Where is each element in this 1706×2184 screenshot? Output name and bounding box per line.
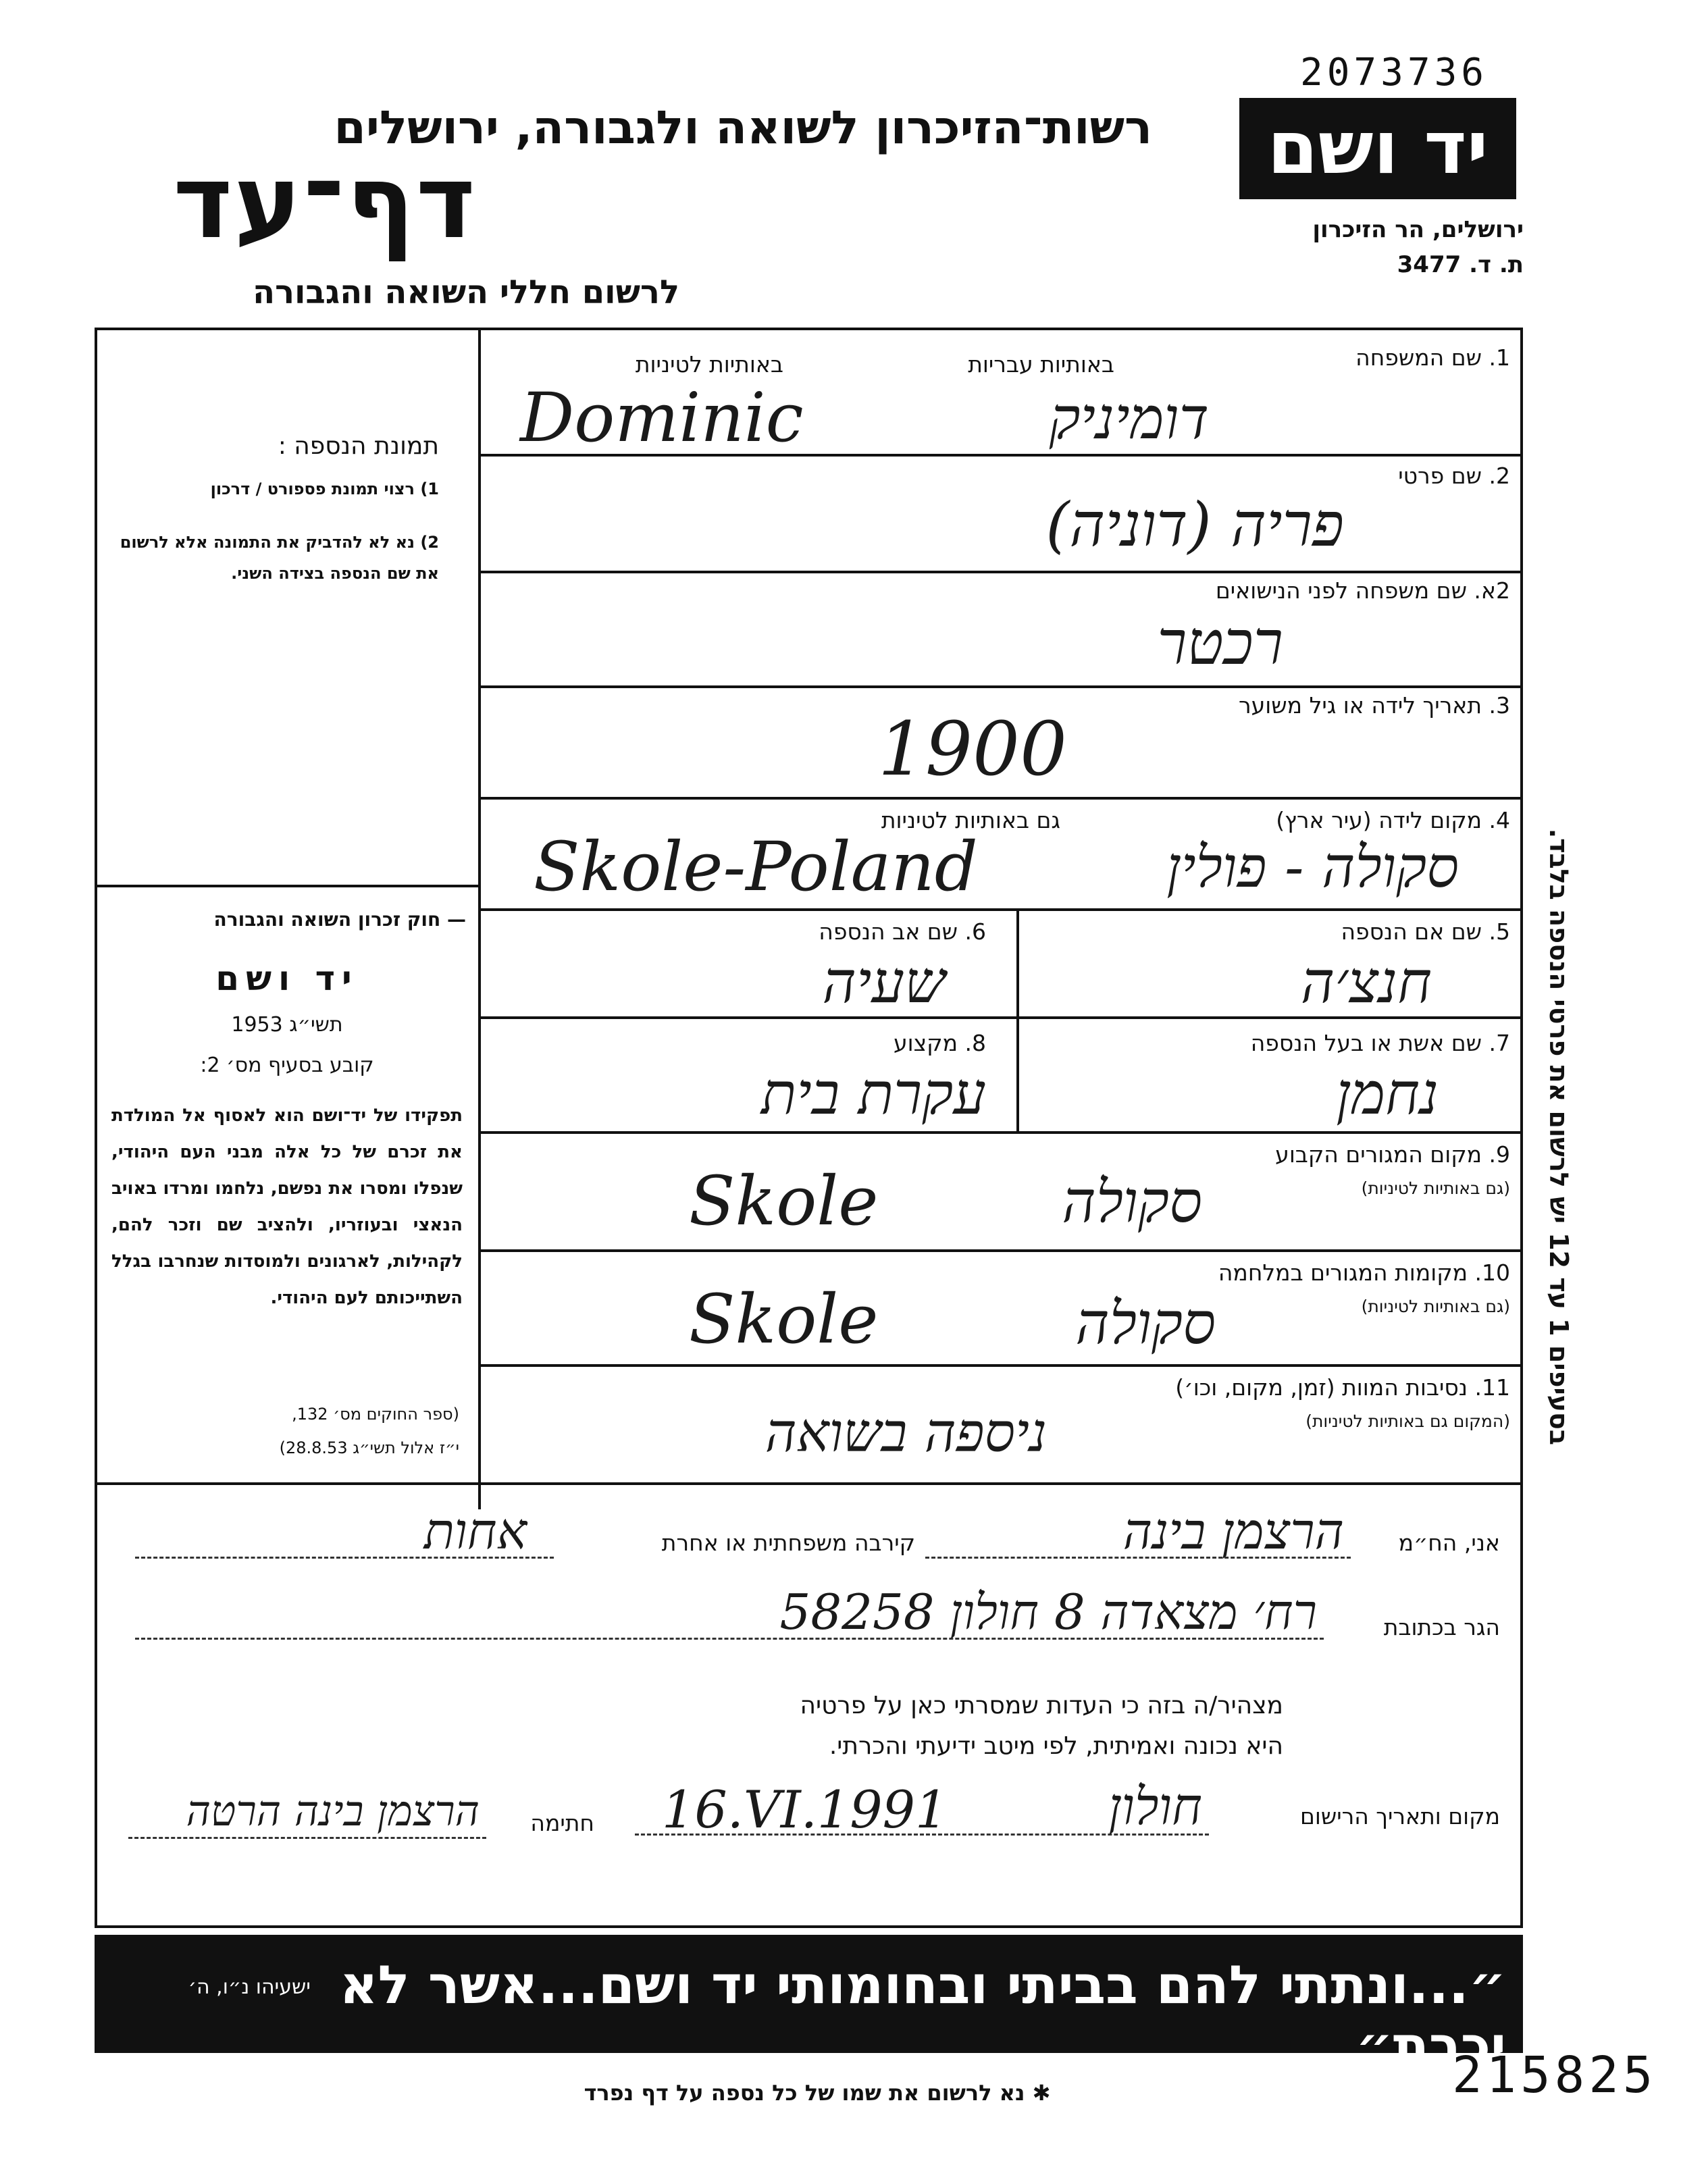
signature-line	[128, 1837, 486, 1839]
row-line	[478, 1131, 1523, 1134]
law-year: תשי״ג 1953	[231, 1013, 343, 1037]
law-source-2: י״ז אלול תשי״ג 28.8.53)	[279, 1438, 459, 1457]
photo-panel-title: תמונת הנספה :	[278, 432, 439, 460]
address-label: הגר בכתובת	[1383, 1614, 1500, 1640]
place-date-label: מקום ותאריך הרישום	[1299, 1803, 1500, 1829]
form-title: דף־עד	[173, 144, 477, 261]
statement-line-2: היא נכונה ואמיתית, לפי מיטב ידיעתי והכרתי.	[829, 1732, 1283, 1760]
photo-note-2: 2) נא לא להדביק את התמונה אלא לרשום את שם הנספה בצידה השני.	[120, 533, 439, 583]
field-7-value: נחמן	[1336, 1060, 1439, 1128]
form-subtitle: לרשום חללי השואה והגבורה	[253, 274, 679, 311]
field-10-label: 10. מקומות המגורים במלחמה	[1218, 1259, 1510, 1286]
field-10-sub: (גם באותיות לטיניות)	[1361, 1297, 1510, 1316]
row-line	[478, 685, 1523, 688]
panel-divider	[478, 328, 481, 1509]
field-10-hebrew-value: סקולה	[1075, 1290, 1216, 1357]
field-2-value: פריה (דוניה)	[1045, 490, 1344, 561]
field-5-label: 5. שם אם הנספה	[1341, 918, 1510, 945]
field-6-value: שעיה	[822, 949, 946, 1016]
yad-vashem-logo: יד ושם	[1239, 98, 1516, 199]
declarant-value: הרצמן בינה	[1122, 1503, 1344, 1561]
statement-line-1: מצהיר/ה בזה כי העדות שמסרתי כאן על פרטיה	[800, 1692, 1283, 1719]
side-note: בסעיפים 1 עד 12 יש לרשום את פרטי הנספה בלבד.	[1544, 828, 1574, 1445]
field-6-label: 6. שם אב הנספה	[819, 918, 986, 945]
law-source-1: (ספר החוקים מס׳ 132,	[292, 1405, 459, 1424]
law-heading: — חוק זכרון השואה והגבורה	[213, 908, 466, 931]
photo-note-1: 1) רצוי תמונת פספורט / דרכון	[210, 479, 439, 498]
field-8-label: 8. מקצוע	[893, 1030, 986, 1056]
field-9-hebrew-value: סקולה	[1062, 1168, 1202, 1236]
field-10-latin-value: Skole	[689, 1280, 879, 1359]
field-1-hebrew-value: דומיניק	[1049, 385, 1209, 452]
banner-source: ישעיהו נ״ו, ה׳	[188, 1975, 311, 1999]
field-9-label: 9. מקום המגורים הקבוע	[1275, 1141, 1510, 1168]
field-2a-value: רכטר	[1157, 608, 1283, 679]
field-1-label: 1. שם המשפחה	[1355, 344, 1510, 371]
field-4-latin-caption: גם באותיות לטיניות	[881, 807, 1060, 833]
serial-number-bottom: 215825	[1452, 2046, 1657, 2104]
serial-number-top: 2073736	[1300, 51, 1489, 95]
address-line-2: ת. ד. 3477	[1397, 251, 1524, 278]
footer-bullet: ✱	[1025, 2080, 1051, 2106]
row-split	[1016, 908, 1019, 1131]
relation-value: אחות	[423, 1503, 527, 1561]
place-value: חולון	[1108, 1776, 1202, 1836]
law-clause: קובע בסעיף מס׳ 2:	[200, 1054, 374, 1077]
declarant-label: אני, הח״מ	[1398, 1530, 1500, 1556]
banner-quote: ״...ונתתי להם בביתי ובחומותי יד ושם...אשר לא יכרת״	[339, 1955, 1506, 2077]
field-3-label: 3. תאריך לידה או גיל משוער	[1239, 692, 1510, 719]
field-1-latin-value: Dominic	[520, 378, 804, 457]
field-3-value: 1900	[878, 706, 1067, 792]
field-5-value: חנצ׳ה	[1300, 949, 1432, 1016]
field-2-label: 2. שם פרטי	[1398, 463, 1510, 489]
field-8-value: עקרת בית	[760, 1060, 986, 1128]
field-9-sub: (גם באותיות לטיניות)	[1361, 1178, 1510, 1198]
row-line	[478, 1016, 1523, 1019]
row-line	[478, 1364, 1523, 1367]
footer-note-text: נא לרשום את שמו של כל נספה על דף נפרד	[584, 2080, 1025, 2106]
law-logo: יד ושם	[215, 959, 359, 998]
field-11-value: ניספה בשואה	[765, 1401, 1047, 1464]
relation-label: קירבה משפחתית או אחרת	[661, 1530, 915, 1556]
row-line	[478, 1249, 1523, 1252]
row-line	[478, 797, 1523, 800]
row-line	[478, 908, 1523, 911]
date-value: 16.VI.1991	[662, 1779, 948, 1840]
signature: הרצמן בינה הרטה	[186, 1786, 480, 1836]
panel-split	[95, 885, 480, 887]
address-line-1: ירושלים, הר הזיכרון	[1312, 216, 1524, 243]
field-4-hebrew-value: סקולה - פולין	[1166, 834, 1459, 900]
field-4-label: 4. מקום לידה (עיר ארץ)	[1276, 807, 1510, 833]
field-9-latin-value: Skole	[689, 1162, 879, 1241]
authority-title: רשות־הזיכרון לשואה ולגבורה, ירושלים	[334, 101, 1152, 155]
row-line	[478, 571, 1523, 573]
footer-note	[473, 2080, 1162, 2106]
field-2a-label: 2א. שם משפחה לפני הנישואים	[1215, 577, 1510, 604]
law-body: תפקידו של יד־ושם הוא לאסוף אל המולדת את זכרם של כל אלה מבני העם היהודי, שנפלו ומסרו את נפשם, נלחמו ומרדו באויב הנאצי ובעוזריו, ולהציב שם וזכר להם, לקהילות, לארגונים ולמוסדות שנחרבו בגלל השתייכותם לעם היהודי.	[111, 1106, 463, 1308]
field-11-label: 11. נסיבות המוות (זמן, מקום, וכו׳)	[1175, 1374, 1510, 1401]
address-value: רח׳ מצאדה 8 חולון 58258	[779, 1584, 1317, 1640]
field-11-sub: (המקום גם באותיות לטיניות)	[1306, 1411, 1510, 1431]
field-4-latin-value: Skole-Poland	[534, 827, 978, 906]
signature-label: חתימה	[530, 1810, 594, 1836]
field-1-latin-caption: באותיות לטיניות	[635, 351, 783, 378]
field-1-hebrew-caption: באותיות עבריות	[968, 351, 1114, 378]
field-7-label: 7. שם אשת או בעל הנספה	[1250, 1030, 1510, 1056]
row-line	[95, 1482, 1523, 1485]
